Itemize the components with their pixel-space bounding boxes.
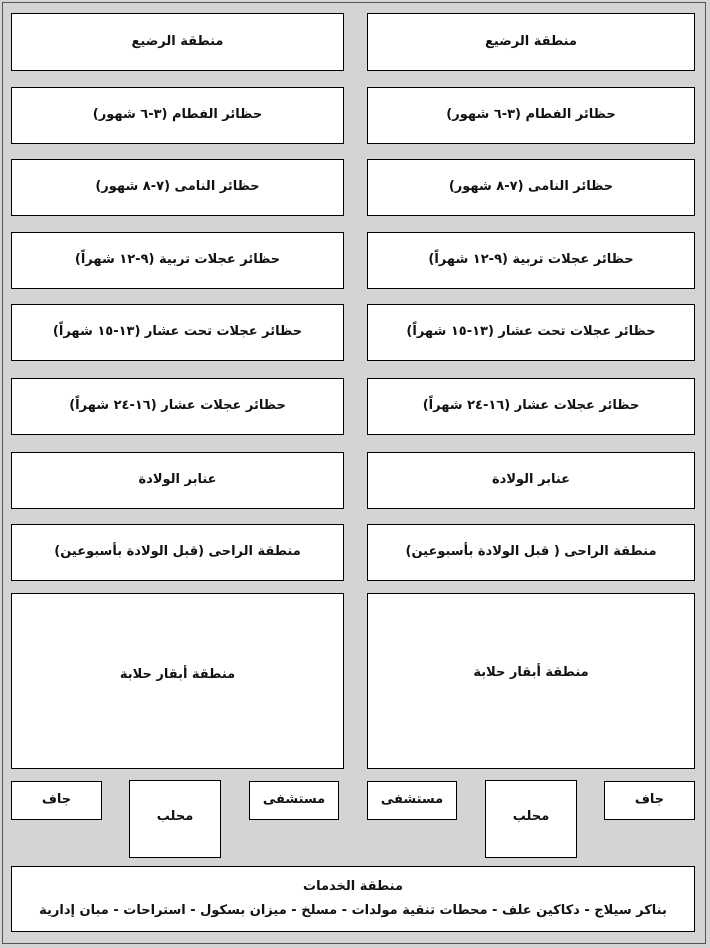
left-heifers-under-pregnancy-label: حظائر عجلات تحت عشار (١٣-١٥ شهراً) — [52, 324, 303, 340]
right-dry-cows-label: جاف — [634, 792, 665, 808]
left-nursery-label: منطقة الرضيع — [131, 33, 224, 49]
left-rearing-heifers-label: حظائر عجلات تربية (٩-١٢ شهراً) — [74, 252, 281, 268]
left-growing-box — [11, 159, 344, 216]
right-weaning-label: حظائر الفطام (٣-٦ شهور) — [446, 107, 616, 123]
right-nursery-box — [367, 13, 695, 71]
right-calving-wards-box — [367, 452, 695, 509]
right-dairy-cows-box — [367, 593, 695, 769]
left-growing-label: حظائر النامى (٧-٨ شهور) — [95, 179, 260, 195]
right-calving-wards-label: عنابر الولادة — [491, 472, 571, 488]
right-pregnant-heifers-label: حظائر عجلات عشار (١٦-٢٤ شهراً) — [422, 398, 640, 414]
left-calving-wards-label: عنابر الولادة — [138, 472, 217, 488]
services-area-title: منطقة الخدمات — [303, 878, 403, 894]
right-dry-area-box — [367, 524, 695, 581]
right-growing-label: حظائر النامى (٧-٨ شهور) — [448, 179, 614, 195]
right-dry-cows-box — [604, 781, 695, 820]
right-hospital-label: مستشفى — [380, 792, 444, 808]
right-dry-area-label: منطقة الراحى ( قبل الولادة بأسبوعين) — [405, 544, 657, 560]
left-hospital-box — [249, 781, 339, 820]
right-weaning-box — [367, 87, 695, 144]
right-rearing-heifers-box — [367, 232, 695, 289]
left-pregnant-heifers-box — [11, 378, 344, 435]
left-weaning-label: حظائر الفطام (٣-٦ شهور) — [92, 107, 263, 123]
left-milking-parlor-label: محلب — [156, 808, 194, 824]
right-milking-parlor-box — [485, 780, 577, 858]
left-calving-wards-box — [11, 452, 344, 509]
right-hospital-box — [367, 781, 457, 820]
left-dairy-cows-label: منطقة أبقار حلابة — [119, 666, 236, 682]
right-heifers-under-pregnancy-box — [367, 304, 695, 361]
services-area-box — [11, 866, 695, 932]
right-dairy-cows-label: منطقة أبقار حلابة — [473, 664, 589, 680]
left-dry-cows-label: جاف — [41, 792, 72, 808]
left-milking-parlor-box — [129, 780, 221, 858]
left-heifers-under-pregnancy-box — [11, 304, 344, 361]
services-area-details: بناكر سيلاج - دكاكين علف - محطات تنقية مولدات - مسلخ - ميزان بسكول - استراحات - مبان إدارية — [39, 903, 667, 918]
right-rearing-heifers-label: حظائر عجلات تربية (٩-١٢ شهراً) — [428, 252, 634, 268]
left-dry-area-box — [11, 524, 344, 581]
left-dry-cows-box — [11, 781, 102, 820]
left-dry-area-label: منطقة الراحى (قبل الولادة بأسبوعين) — [54, 544, 301, 560]
right-milking-parlor-label: محلب — [512, 808, 550, 824]
left-weaning-box — [11, 87, 344, 144]
left-pregnant-heifers-label: حظائر عجلات عشار (١٦-٢٤ شهراً) — [69, 398, 286, 414]
right-nursery-label: منطقة الرضيع — [485, 33, 577, 49]
left-hospital-label: مستشفى — [262, 792, 326, 808]
right-heifers-under-pregnancy-label: حظائر عجلات تحت عشار (١٣-١٥ شهراً) — [406, 324, 656, 340]
left-dairy-cows-box — [11, 593, 344, 769]
left-nursery-box — [11, 13, 344, 71]
right-pregnant-heifers-box — [367, 378, 695, 435]
left-rearing-heifers-box — [11, 232, 344, 289]
right-growing-box — [367, 159, 695, 216]
